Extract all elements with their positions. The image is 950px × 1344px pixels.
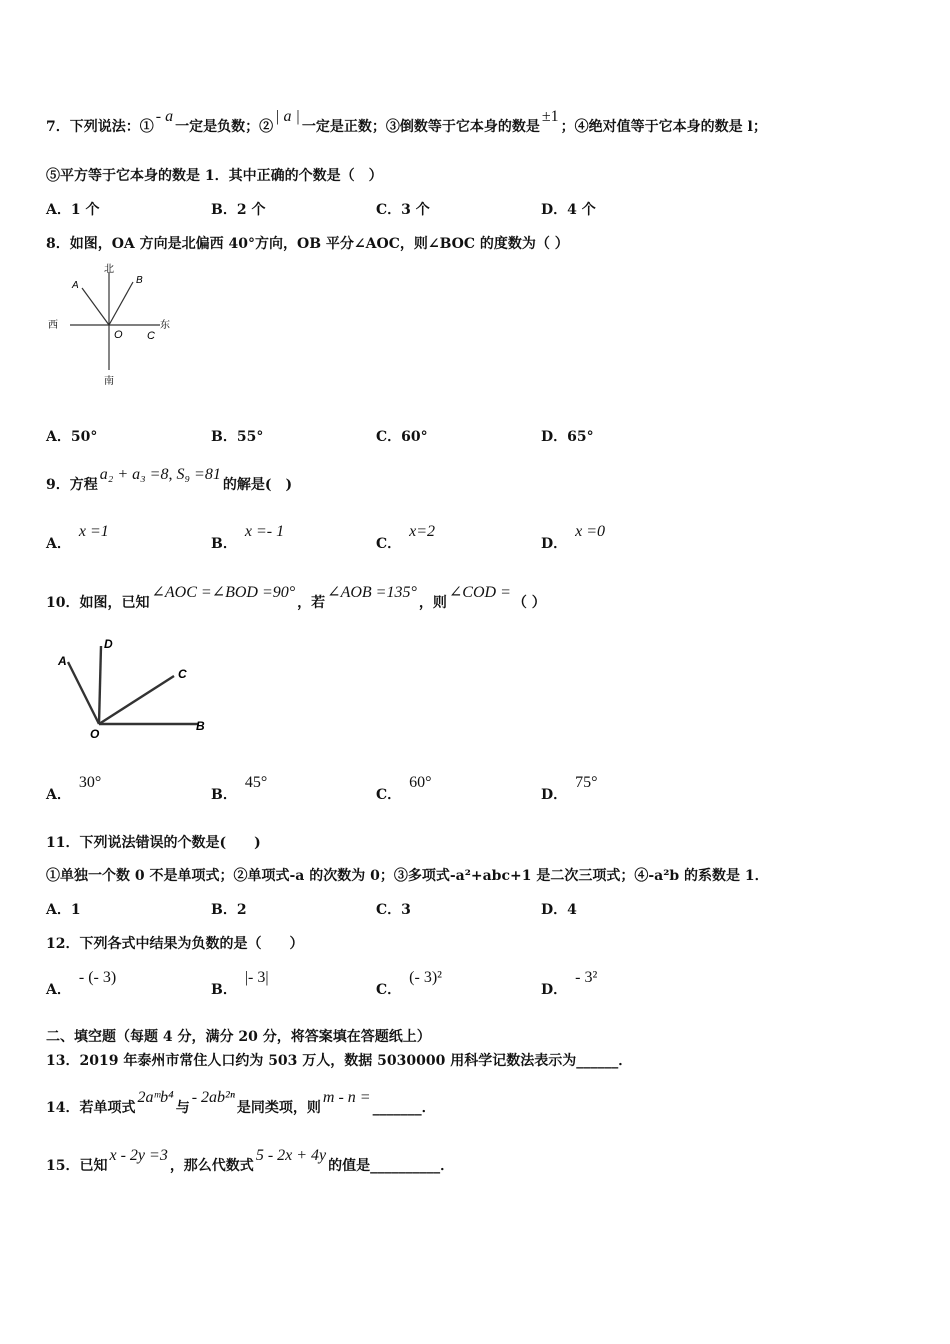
q9-option-c-math: x=2	[409, 523, 436, 540]
q9-option-d	[541, 523, 606, 553]
q9-text-a: 9．方程	[46, 477, 98, 493]
q15-math-2: 5 - 2x + 4y	[255, 1147, 327, 1164]
q14-math-1: 2aᵐb⁴	[137, 1089, 174, 1106]
q15-line	[46, 1147, 455, 1175]
q10-text-b: ，若	[297, 595, 326, 611]
q8-label-south: 南	[104, 376, 114, 387]
q10-label-a: A	[58, 654, 67, 668]
q7-option-c: C．3 个	[376, 202, 430, 218]
q12-option-c-label: C．	[376, 982, 402, 998]
q10-option-b-label: B．	[211, 787, 237, 803]
q7-option-d: D．4 个	[541, 202, 596, 218]
q10-ray-oa	[68, 662, 99, 724]
q12-option-c	[376, 969, 442, 999]
q11-option-d: D．4	[541, 902, 577, 918]
q7-option-b: B．2 个	[211, 202, 266, 218]
q10-math-1: ∠AOC =∠BOD =90°	[151, 584, 296, 601]
q7-line2: ⑤平方等于它本身的数是 1．其中正确的个数是（ ）	[46, 168, 383, 184]
q10-label-c: C	[178, 667, 187, 681]
q8-label-b: B	[136, 275, 143, 286]
q10-option-c	[376, 774, 432, 804]
q12-option-d-math: - 3²	[575, 969, 598, 986]
q15-math-1: x - 2y =3	[109, 1147, 168, 1164]
q10-option-d-label: D．	[541, 787, 568, 803]
q10-option-c-label: C．	[376, 787, 402, 803]
q7-text-a: 7．下列说法：①	[46, 119, 154, 135]
q12-option-d-label: D．	[541, 982, 568, 998]
q10-option-d-math: 75°	[575, 774, 598, 791]
q9-math: a₂ + a₃ =8, S₉ =81	[99, 466, 221, 483]
q7-text-c: 一定是正数；③倒数等于它本身的数是	[301, 119, 540, 135]
q7-text-b: 一定是负数；②	[175, 119, 274, 135]
q10-text-c: ，则	[418, 595, 447, 611]
q12-text: 12．下列各式中结果为负数的是（ ）	[46, 936, 304, 952]
q11-line2: ①单独一个数 0 不是单项式；②单项式-a 的次数为 0；③多项式-a²+abc+1 是二次三项式；④-a²b 的系数是 1．	[46, 868, 769, 884]
q7-option-a: A．1 个	[46, 202, 100, 218]
q11-text: 11．下列说法错误的个数是( )	[46, 835, 261, 851]
q10-option-c-math: 60°	[409, 774, 432, 791]
q8-option-b: B．55°	[211, 429, 264, 445]
q10-line	[46, 584, 546, 612]
q7-math-abs-a: | a |	[275, 108, 300, 125]
q8-ray-oa	[82, 288, 109, 325]
q12-option-a-math: - (- 3)	[78, 969, 117, 986]
q10-option-d	[541, 774, 598, 804]
q13-text: 13．2019 年泰州市常住人口约为 503 万人，数据 5030000 用科学记数法表示为______．	[46, 1053, 633, 1069]
q9-option-b-label: B．	[211, 536, 237, 552]
q8-compass-figure	[44, 258, 184, 388]
q8-label-a: A	[72, 280, 79, 291]
q14-text-c: 是同类项，则	[236, 1100, 321, 1116]
q9-line	[46, 466, 293, 494]
q12-option-b-label: B．	[211, 982, 237, 998]
q9-option-d-label: D．	[541, 536, 568, 552]
q12-option-a	[46, 969, 117, 999]
q10-label-b: B	[196, 719, 205, 733]
q12-option-d	[541, 969, 598, 999]
q14-text-d: _______．	[372, 1100, 436, 1116]
q8-ray-ob	[109, 282, 133, 325]
q11-option-c: C．3	[376, 902, 411, 918]
q7-text-d: ；④绝对值等于它本身的数是 l；	[560, 119, 767, 135]
q15-text-a: 15．已知	[46, 1158, 108, 1174]
q8-label-north: 北	[104, 264, 114, 275]
q9-option-b-math: x =- 1	[244, 523, 285, 540]
q10-angle-figure	[50, 632, 220, 747]
q9-text-b: 的解是( )	[222, 477, 293, 493]
q15-text-c: 的值是__________．	[328, 1158, 455, 1174]
q10-ray-oc	[99, 676, 174, 724]
q12-option-b-math: |- 3|	[244, 969, 269, 986]
q9-option-c	[376, 523, 436, 553]
q9-option-c-label: C．	[376, 536, 402, 552]
q10-option-a	[46, 774, 102, 804]
q11-option-b: B．2	[211, 902, 247, 918]
q12-option-c-math: (- 3)²	[409, 969, 442, 986]
q14-math-2: - 2ab²ⁿ	[191, 1089, 235, 1106]
q8-option-a: A．50°	[46, 429, 98, 445]
q15-text-b: ，那么代数式	[169, 1158, 254, 1174]
q10-option-a-label: A．	[46, 787, 71, 803]
q8-label-c: C	[147, 330, 155, 342]
q9-option-a-math: x =1	[78, 523, 109, 540]
q7-math-neg-a: - a	[155, 108, 174, 125]
q10-option-a-math: 30°	[78, 774, 102, 791]
q10-text-d: （ ）	[512, 595, 546, 611]
q8-label-east: 东	[160, 320, 170, 331]
q10-math-2: ∠AOB =135°	[327, 584, 417, 601]
q9-option-a-label: A．	[46, 536, 71, 552]
q8-text: 8．如图，OA 方向是北偏西 40°方向，OB 平分∠AOC，则∠BOC 的度数为（ ）	[46, 236, 569, 252]
q12-option-a-label: A．	[46, 982, 71, 998]
q14-text-b: 与	[175, 1100, 190, 1116]
q7-line1	[46, 108, 767, 136]
q12-option-b	[211, 969, 269, 999]
q9-option-a	[46, 523, 109, 553]
section2-title: 二、填空题（每题 4 分，满分 20 分，将答案填在答题纸上）	[46, 1029, 431, 1045]
q9-option-d-math: x =0	[575, 523, 606, 540]
q14-line	[46, 1089, 436, 1117]
q11-option-a: A．1	[46, 902, 81, 918]
q7-math-pm1: ±1	[541, 108, 559, 125]
q14-math-3: m - n =	[322, 1089, 371, 1106]
q10-text-a: 10．如图，已知	[46, 595, 150, 611]
q8-option-c: C．60°	[376, 429, 428, 445]
q10-label-d: D	[104, 637, 113, 651]
q9-option-b	[211, 523, 285, 553]
q10-label-o: O	[90, 727, 100, 741]
q10-math-3: ∠COD =	[448, 584, 511, 601]
q10-option-b	[211, 774, 268, 804]
q8-label-west: 西	[48, 320, 58, 331]
q8-option-d: D．65°	[541, 429, 594, 445]
q14-text-a: 14．若单项式	[46, 1100, 136, 1116]
q10-ray-od	[99, 646, 101, 724]
q8-label-o: O	[114, 329, 123, 341]
q10-option-b-math: 45°	[244, 774, 268, 791]
